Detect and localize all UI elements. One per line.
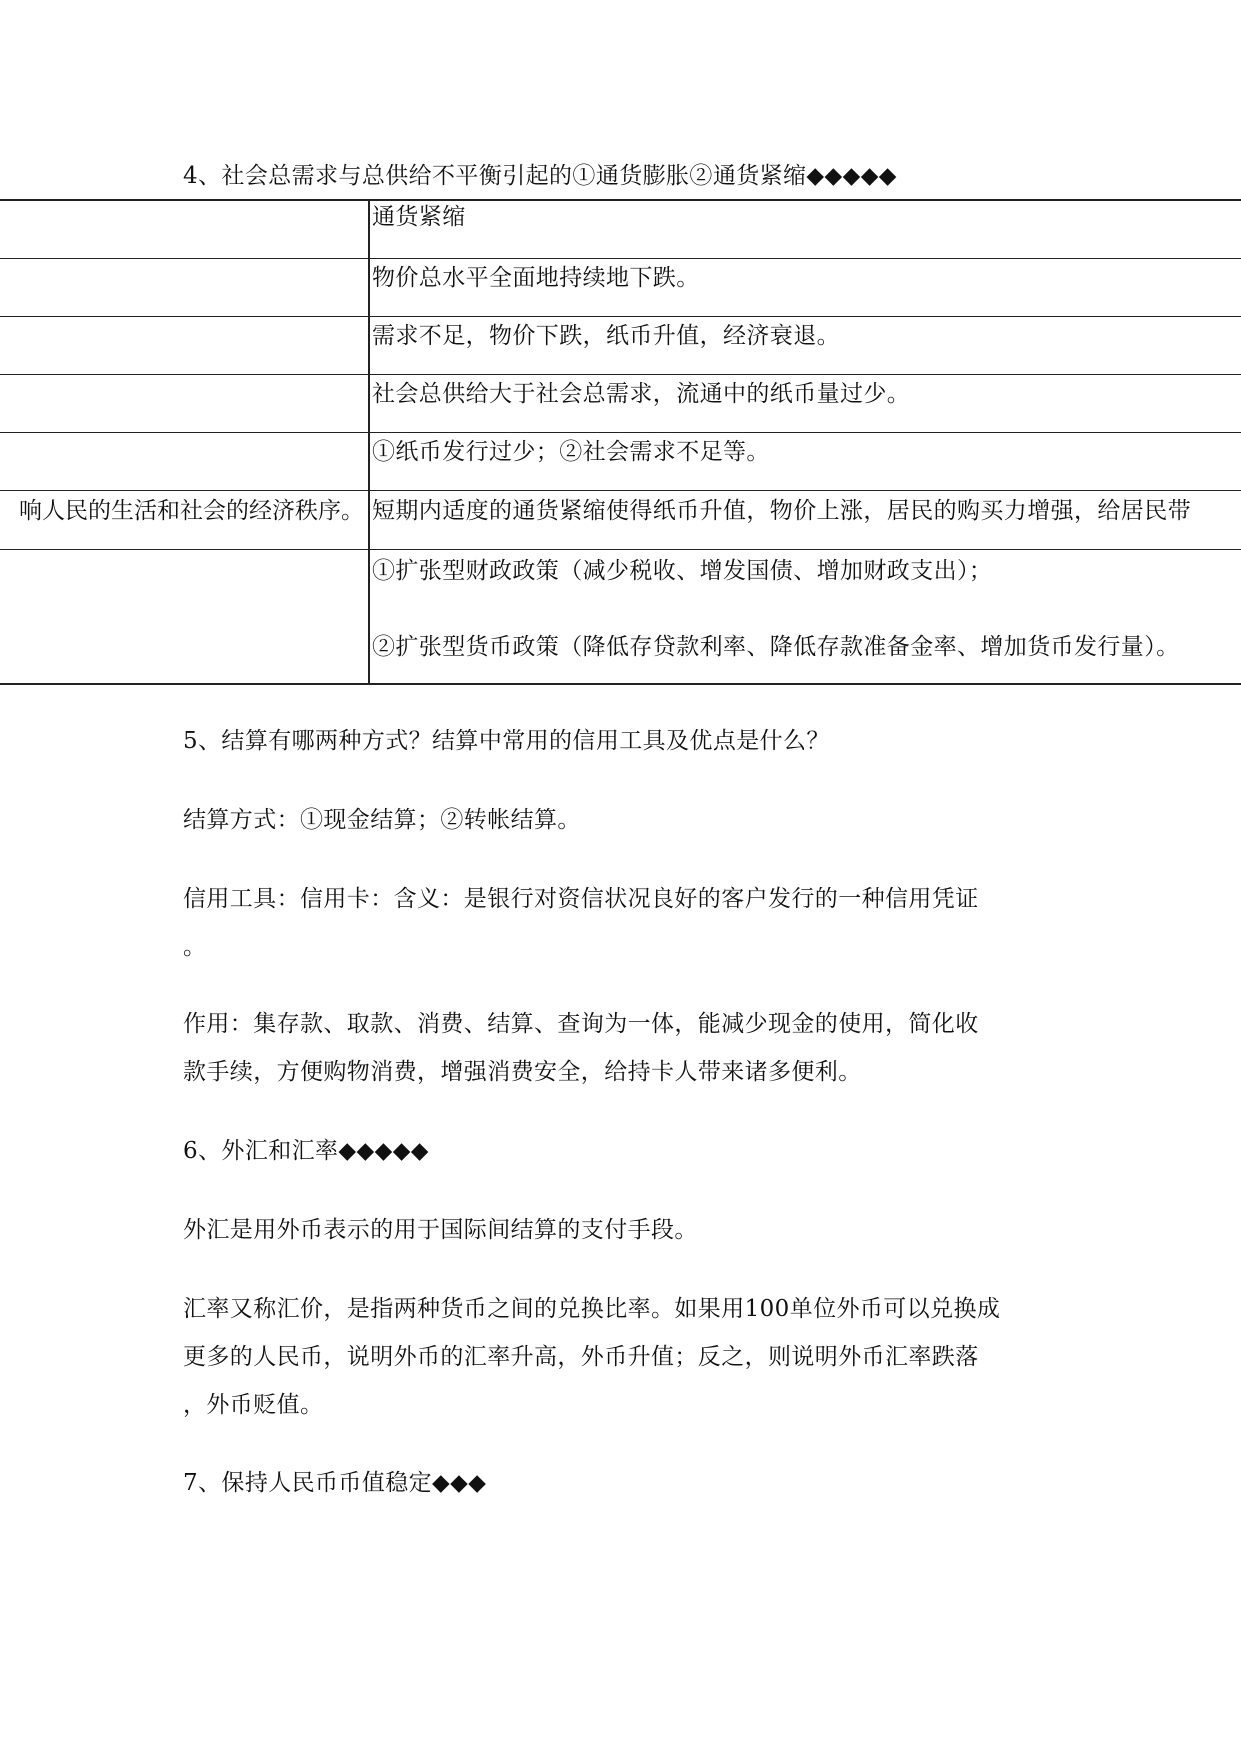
table-cell-right	[372, 433, 1241, 490]
paragraph-line: 信用工具：信用卡：含义：是银行对资信状况良好的客户发行的一种信用凭证	[183, 886, 979, 912]
table-row	[0, 374, 1241, 432]
cell-text: 短期内适度的通货紧缩使得纸币升值，物价上涨，居民的购买力增强，给居民带	[372, 498, 1191, 524]
table-cell-left	[0, 317, 370, 374]
table-cell-right	[372, 491, 1241, 549]
table-row	[0, 316, 1241, 374]
cell-text: 社会总供给大于社会总需求，流通中的纸币量过少。	[372, 381, 911, 407]
cell-text: 需求不足，物价下跌，纸币升值，经济衰退。	[372, 323, 840, 349]
paragraph-line: 汇率又称汇价，是指两种货币之间的兑换比率。如果用100单位外币可以兑换成	[183, 1296, 1001, 1322]
table-row	[0, 201, 1241, 258]
table-cell-left	[0, 259, 370, 316]
table-row	[0, 490, 1241, 549]
paragraph-line: 作用：集存款、取款、消费、结算、查询为一体，能减少现金的使用，简化收	[183, 1011, 979, 1037]
table-row	[0, 258, 1241, 316]
section-7-heading: 7、保持人民币币值稳定◆◆◆	[183, 1470, 487, 1496]
table-cell-left	[0, 375, 370, 432]
deflation-table	[0, 199, 1241, 685]
paragraph-line: ，外币贬值。	[183, 1392, 324, 1418]
paragraph-line: 外汇是用外币表示的用于国际间结算的支付手段。	[183, 1217, 698, 1243]
cell-text: ①纸币发行过少；②社会需求不足等。	[372, 439, 770, 465]
paragraph-line: 。	[183, 934, 207, 960]
cell-text: ①扩张型财政政策（减少税收、增发国债、增加财政支出）；	[372, 558, 993, 584]
paragraph-line: 款手续，方便购物消费，增强消费安全，给持卡人带来诸多便利。	[183, 1059, 862, 1085]
section-4-heading: 4、社会总需求与总供给不平衡引起的①通货膨胀②通货紧缩◆◆◆◆◆	[183, 163, 897, 189]
cell-text: 通货紧缩	[372, 204, 466, 230]
table-cell-left	[0, 550, 370, 683]
table-cell-right	[372, 259, 1241, 316]
paragraph-line: 更多的人民币，说明外币的汇率升高，外币升值；反之，则说明外币汇率跌落	[183, 1344, 979, 1370]
cell-text: 响人民的生活和社会的经济秩序。	[19, 498, 364, 524]
table-cell-left	[0, 491, 370, 549]
table-cell-left	[0, 201, 370, 258]
table-cell-left	[0, 433, 370, 490]
cell-text: 物价总水平全面地持续地下跌。	[372, 265, 700, 291]
table-cell-right	[372, 375, 1241, 432]
paragraph-line: 结算方式：①现金结算；②转帐结算。	[183, 807, 581, 833]
cell-text: ②扩张型货币政策（降低存贷款利率、降低存款准备金率、增加货币发行量）。	[372, 634, 1180, 660]
table-cell-right	[372, 550, 1241, 683]
table-row	[0, 549, 1241, 683]
section-6-heading: 6、外汇和汇率◆◆◆◆◆	[183, 1138, 429, 1164]
table-cell-right	[372, 201, 1241, 258]
section-5-heading: 5、结算有哪两种方式？结算中常用的信用工具及优点是什么？	[183, 728, 830, 754]
table-cell-right	[372, 317, 1241, 374]
table-row	[0, 432, 1241, 490]
